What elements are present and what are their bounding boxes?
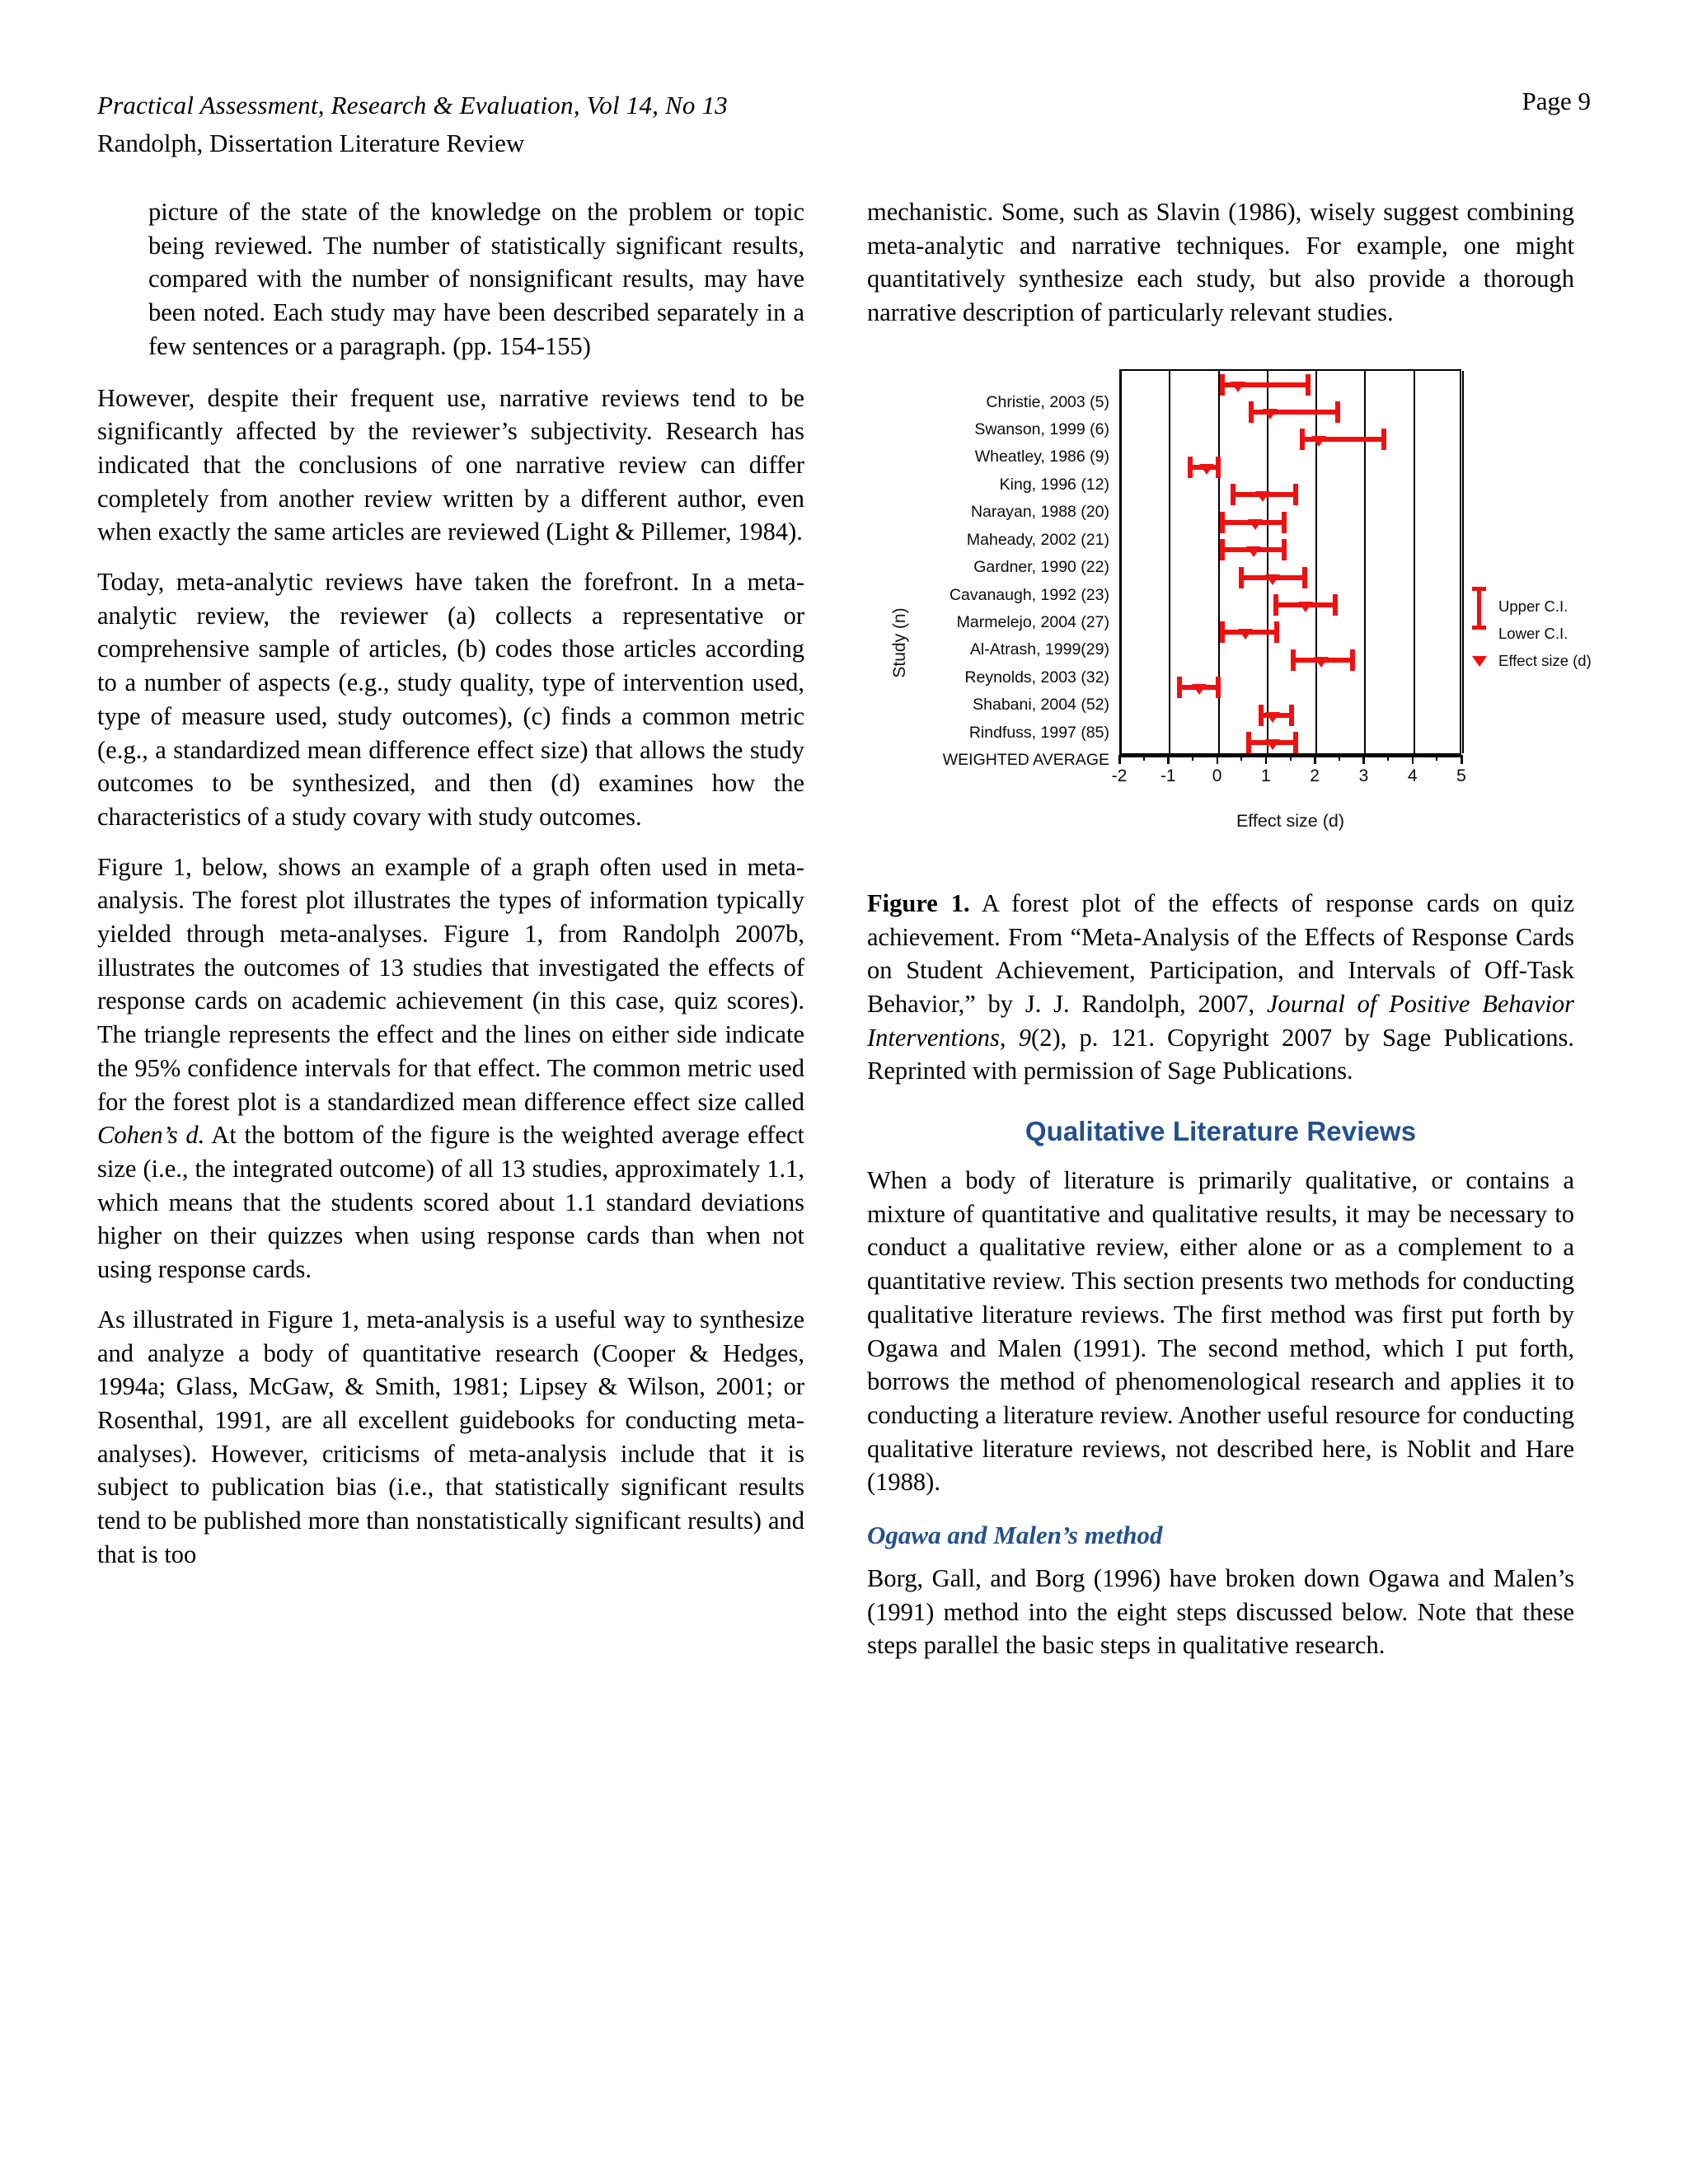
effect-size-marker <box>1199 464 1214 475</box>
figure-desc-part2: At the bottom of the figure is the weighted average effect size (i.e., the integrated outcome) of all 13 studies, approximately 1.1, which means that the students scored about 1.1 standard deviations higher on their quizzes when using response cards than when not using response cards. <box>97 1121 804 1284</box>
two-column-body <box>97 195 1591 1679</box>
y-axis-title: Study (n) <box>890 607 909 678</box>
forest-plot <box>879 359 1592 862</box>
subheading-ogawa-malen: Ogawa and Malen’s method <box>867 1521 1163 1550</box>
upper-ci-whisker <box>1289 705 1294 726</box>
lower-ci-whisker <box>1220 539 1225 560</box>
figure-caption-text1: A forest plot of the effects of response cards on quiz achievement. From “Meta-Analysis of the Effects of Response Cards on Student Achievement, Participation, and Intervals of Off-Task Behavior,” by J. J. Randolph, 2007, <box>867 888 1574 1018</box>
study-label: Maheady, 2002 (21) <box>966 530 1109 549</box>
effect-size-marker <box>1248 519 1263 530</box>
running-title: Randolph, Dissertation Literature Review <box>97 128 525 157</box>
paragraph-qualitative: When a body of literature is primarily qualitative, or contains a mixture of quantitative and qualitative results, it may be necessary to conduct a qualitative review, either alone or as a complement to a quantitative review. This section presents two methods for conducting qualitative literature reviews. The first method was first put forth by Ogawa and Malen (1991). The second method, which I put forth, borrows the method of phenomenological research and applies it to conducting a literature review. Another useful resource for conducting qualitative literature reviews, not described here, is Noblit and Hare (1988). <box>867 1166 1574 1497</box>
legend-item-effect-size <box>1470 653 1594 680</box>
legend-label-lower-ci: Lower C.I. <box>1498 624 1568 642</box>
effect-size-marker <box>1265 574 1280 585</box>
study-label: Marmelejo, 2004 (27) <box>956 612 1109 631</box>
ci-bar-icon <box>1477 587 1481 630</box>
figure-1-container <box>867 359 1592 862</box>
effect-size-marker <box>1238 629 1253 640</box>
lower-ci-whisker <box>1246 732 1251 753</box>
study-label: Cavanaugh, 1992 (23) <box>949 585 1109 604</box>
gridline-2 <box>1315 371 1317 753</box>
paragraph-ogawa-steps: Borg, Gall, and Borg (1996) have broken down Ogawa and Malen’s (1991) method into the eight steps discussed below. Note that these steps parallel the basic steps in qualitative research. <box>867 1564 1574 1660</box>
effect-size-marker <box>1255 491 1270 502</box>
left-column <box>97 195 804 1679</box>
x-minor-tick <box>1240 755 1242 761</box>
chart-legend <box>1470 598 1594 680</box>
figure-desc-part1: Figure 1, below, shows an example of a graph often used in meta-analysis. The forest plot illustrates the types of information typically yielded through meta-analyses. Figure 1, from Randolph 2007b, illustrates the outcomes of 13 studies that investigated the effects of response cards on academic achievement (in this case, quiz scores). The triangle represents the effect and the lines on either side indicate the 95% confidence intervals for that effect. The common metric used for the forest plot is a standardized mean difference effect size called <box>97 852 804 1116</box>
x-minor-tick <box>1143 755 1145 761</box>
figure-caption-journal: Journal of Positive Behavior Interventions, 9 <box>867 989 1574 1052</box>
x-tick-label: -2 <box>1111 766 1128 785</box>
figure-caption-label: Figure 1. <box>867 888 970 917</box>
upper-ci-whisker <box>1274 621 1279 643</box>
gridline-3 <box>1364 371 1366 753</box>
cohens-d-italic: Cohen’s d. <box>97 1121 205 1150</box>
x-tick-label: 2 <box>1310 766 1320 785</box>
figure-1-caption <box>867 887 1574 1088</box>
lower-ci-whisker <box>1273 594 1278 616</box>
lower-ci-whisker <box>1300 429 1305 450</box>
upper-ci-whisker <box>1333 594 1338 616</box>
gridline-5 <box>1462 371 1464 753</box>
upper-ci-whisker <box>1335 401 1340 423</box>
upper-ci-whisker <box>1216 457 1221 478</box>
lower-ci-whisker <box>1177 677 1182 698</box>
study-label-list <box>893 379 1109 770</box>
effect-size-marker <box>1231 382 1245 392</box>
lower-ci-whisker <box>1291 649 1296 671</box>
x-tick <box>1265 755 1268 764</box>
x-tick <box>1167 755 1170 764</box>
gridline--1 <box>1169 371 1170 753</box>
legend-item-lower-ci <box>1470 626 1594 653</box>
study-label: Gardner, 1990 (22) <box>973 558 1109 577</box>
study-label: Narayan, 1988 (20) <box>970 503 1109 522</box>
legend-item-upper-ci <box>1470 598 1594 626</box>
upper-ci-whisker <box>1282 512 1287 533</box>
journal-title: Practical Assessment, Research & Evaluation, Vol 14, No 13 <box>97 91 728 120</box>
lower-ci-whisker <box>1220 621 1225 643</box>
paragraph-meta-analytic: Today, meta-analytic reviews have taken the forefront. In a meta-analytic review, the reviewer (a) collects a representative or comprehensive sample of articles, (b) codes those articles according to a number of aspects (e.g., study quality, type of intervention used, type of measure used, study outcomes), (c) finds a common metric (e.g., a standardized mean difference effect size) that allows the study outcomes to be synthesized, and then (d) examines how the characteristics of a study covary with study outcomes. <box>97 568 804 831</box>
section-heading-qualitative: Qualitative Literature Reviews <box>1025 1116 1417 1147</box>
effect-size-marker <box>1314 657 1329 668</box>
upper-ci-whisker <box>1306 374 1311 396</box>
lower-ci-whisker <box>1259 705 1264 726</box>
x-minor-tick <box>1387 755 1389 761</box>
study-label: Rindfuss, 1997 (85) <box>968 723 1109 742</box>
gridline-4 <box>1414 371 1415 753</box>
study-label: Shabani, 2004 (52) <box>973 696 1109 715</box>
plot-area <box>1119 369 1461 755</box>
lower-ci-whisker <box>1220 374 1225 396</box>
upper-ci-whisker <box>1381 429 1386 450</box>
lower-ci-whisker <box>1231 484 1236 505</box>
right-column <box>867 195 1592 1679</box>
x-minor-tick <box>1339 755 1340 761</box>
page-header <box>97 87 1591 174</box>
x-tick-label: 0 <box>1212 766 1222 785</box>
upper-ci-whisker <box>1350 649 1355 671</box>
legend-label-upper-ci: Upper C.I. <box>1498 597 1568 615</box>
x-axis <box>1111 755 1466 785</box>
x-tick-label: -1 <box>1160 766 1176 785</box>
lower-ci-whisker <box>1239 567 1244 588</box>
paragraph-narrative-reviews: However, despite their frequent use, narrative reviews tend to be significantly affected by the reviewer’s subjectivity. Research has indicated that the conclusions of one narrative review can differ completely from another review written by a different author, even when exactly the same articles are reviewed (Light & Pillemer, 1984). <box>97 383 804 546</box>
study-label: Al-Atrash, 1999(29) <box>969 640 1109 659</box>
study-label: Christie, 2003 (5) <box>986 392 1109 411</box>
study-label: Reynolds, 2003 (32) <box>964 668 1109 687</box>
paragraph-figure-description <box>97 851 804 1286</box>
x-minor-tick <box>1192 755 1193 761</box>
upper-ci-whisker <box>1293 732 1298 753</box>
x-tick <box>1461 755 1463 764</box>
effect-size-marker <box>1298 602 1313 612</box>
effect-size-marker <box>1311 436 1326 447</box>
study-label: Wheatley, 1986 (9) <box>974 448 1109 466</box>
x-minor-tick <box>1290 755 1292 761</box>
gridline-1 <box>1267 371 1268 753</box>
x-axis-title: Effect size (d) <box>1236 810 1345 831</box>
figure-caption-text2: (2), p. 121. Copyright 2007 by Sage Publications. Reprinted with permission of Sage Publications. <box>867 1023 1574 1085</box>
legend-label-effect-size: Effect size (d) <box>1498 651 1592 669</box>
lower-ci-whisker <box>1249 401 1254 423</box>
x-tick <box>1118 755 1121 764</box>
x-tick <box>1314 755 1316 764</box>
effect-size-marker <box>1246 546 1261 557</box>
lower-ci-whisker <box>1188 457 1193 478</box>
upper-ci-whisker <box>1293 484 1298 505</box>
paragraph-meta-analysis-usefulness: As illustrated in Figure 1, meta-analysis is a useful way to synthesize and analyze a body of quantitative research (Cooper & Hedges, 1994a; Glass, McGaw, & Smith, 1981; Lipsey & Wilson, 2001; or Rosenthal, 1991, are all excellent guidebooks for conducting meta-analyses). However, criticisms of meta-analysis include that it is subject to publication bias (i.e., that statistically significant results tend to be published more than nonstatistically significant results) and that is too <box>97 1305 804 1568</box>
down-triangle-icon <box>1472 656 1487 667</box>
upper-ci-whisker <box>1302 567 1307 588</box>
x-tick <box>1362 755 1365 764</box>
x-minor-tick <box>1436 755 1437 761</box>
upper-ci-whisker <box>1282 539 1287 560</box>
lower-ci-whisker <box>1220 512 1225 533</box>
study-label: Swanson, 1999 (6) <box>974 419 1109 438</box>
x-tick-label: 3 <box>1358 766 1369 785</box>
x-tick <box>1217 755 1219 764</box>
x-tick <box>1412 755 1414 764</box>
x-tick-label: 1 <box>1261 766 1271 785</box>
effect-size-marker <box>1265 712 1280 723</box>
gridline--2 <box>1120 371 1122 753</box>
paragraph-mechanistic: mechanistic. Some, such as Slavin (1986), wisely suggest combining meta-analytic and narrative techniques. For example, one might quantitatively synthesize each study, but also provide a thorough narrative description of particularly relevant studies. <box>867 198 1574 327</box>
page-number: Page 9 <box>1522 87 1591 115</box>
effect-size-marker <box>1265 739 1280 750</box>
x-tick-label: 5 <box>1456 766 1466 785</box>
study-label: King, 1996 (12) <box>999 475 1109 494</box>
effect-size-marker <box>1192 684 1207 695</box>
effect-size-marker <box>1263 409 1278 419</box>
blockquote-paragraph: picture of the state of the knowledge on the problem or topic being reviewed. The number of statistically significant results, compared with the number of nonsignificant results, may have been noted. Each study may have been described separately in a few sentences or a paragraph. (pp. 154-155) <box>148 198 804 360</box>
upper-ci-whisker <box>1216 677 1221 698</box>
x-tick-label: 4 <box>1407 766 1418 785</box>
study-label: WEIGHTED AVERAGE <box>942 751 1109 770</box>
